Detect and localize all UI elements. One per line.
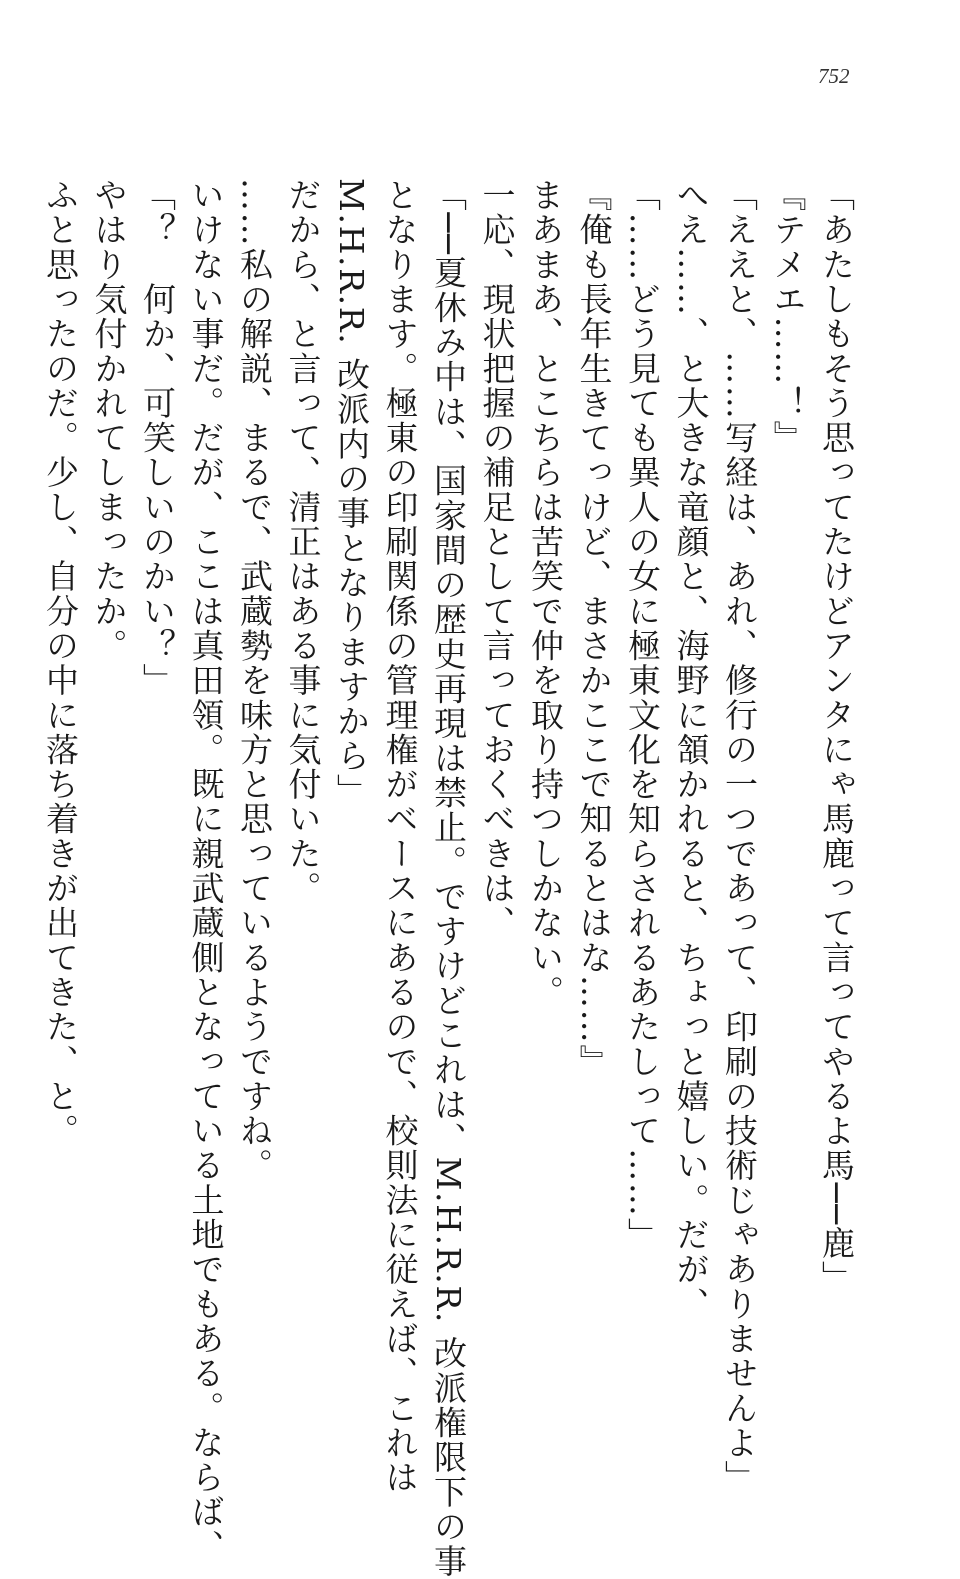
text-line: やはり気付かれてしまったか。 xyxy=(89,178,129,664)
text-line: 「ええと、……写経は、あれ、修行の一つであって、印刷の技術じゃありませんよ」 xyxy=(720,178,759,1495)
text-line: 「？ 何か、可笑しいのかい？」 xyxy=(138,178,177,698)
text-line: 「……どう見ても異人の女に極東文化を知らされるあたしって……」 xyxy=(623,178,662,1253)
text-line: ふと思ったのだ。少し、自分の中に落ち着きが出てきた、と。 xyxy=(41,178,80,1149)
page-number: 752 xyxy=(818,64,850,88)
text-line: いけない事だ。だが、ここは真田領。既に親武蔵側となっている土地でもある。ならば、 xyxy=(186,178,226,1564)
text-line: 一応、現状把握の補足として言っておくべきは、 xyxy=(477,178,517,941)
text-line: 『俺も長年生きてっけど、まさかここで知るとはな……』 xyxy=(574,178,614,1079)
text-line: へえ……、と大きな竜顔と、海野に頷かれると、ちょっと嬉しい。だが、 xyxy=(671,178,711,1322)
text-line: 『テメエ……！』 xyxy=(768,178,808,456)
text-line: M.H.R.R. 改派内の事となりますから」 xyxy=(332,178,371,809)
text-line: まあまあ、とこちらは苦笑で仲を取り持つしかない。 xyxy=(526,178,565,1010)
text-line: となります。極東の印刷関係の管理権がベースにあるので、校則法に従えば、これは xyxy=(380,178,420,1495)
text-line: 「あたしもそう思ってたけどアンタにゃ馬鹿って言ってやるよ馬──鹿」 xyxy=(817,178,856,1296)
novel-text-body xyxy=(41,178,860,1579)
text-line: ……私の解説、まるで、武蔵勢を味方と思っているようですね。 xyxy=(235,178,274,1183)
text-line: だから、と言って、清正はある事に気付いた。 xyxy=(283,178,323,906)
text-line: 「──夏休み中は、国家間の歴史再現は禁止。ですけどこれは、M.H.R.R. 改派権限下の事 xyxy=(429,178,468,1579)
